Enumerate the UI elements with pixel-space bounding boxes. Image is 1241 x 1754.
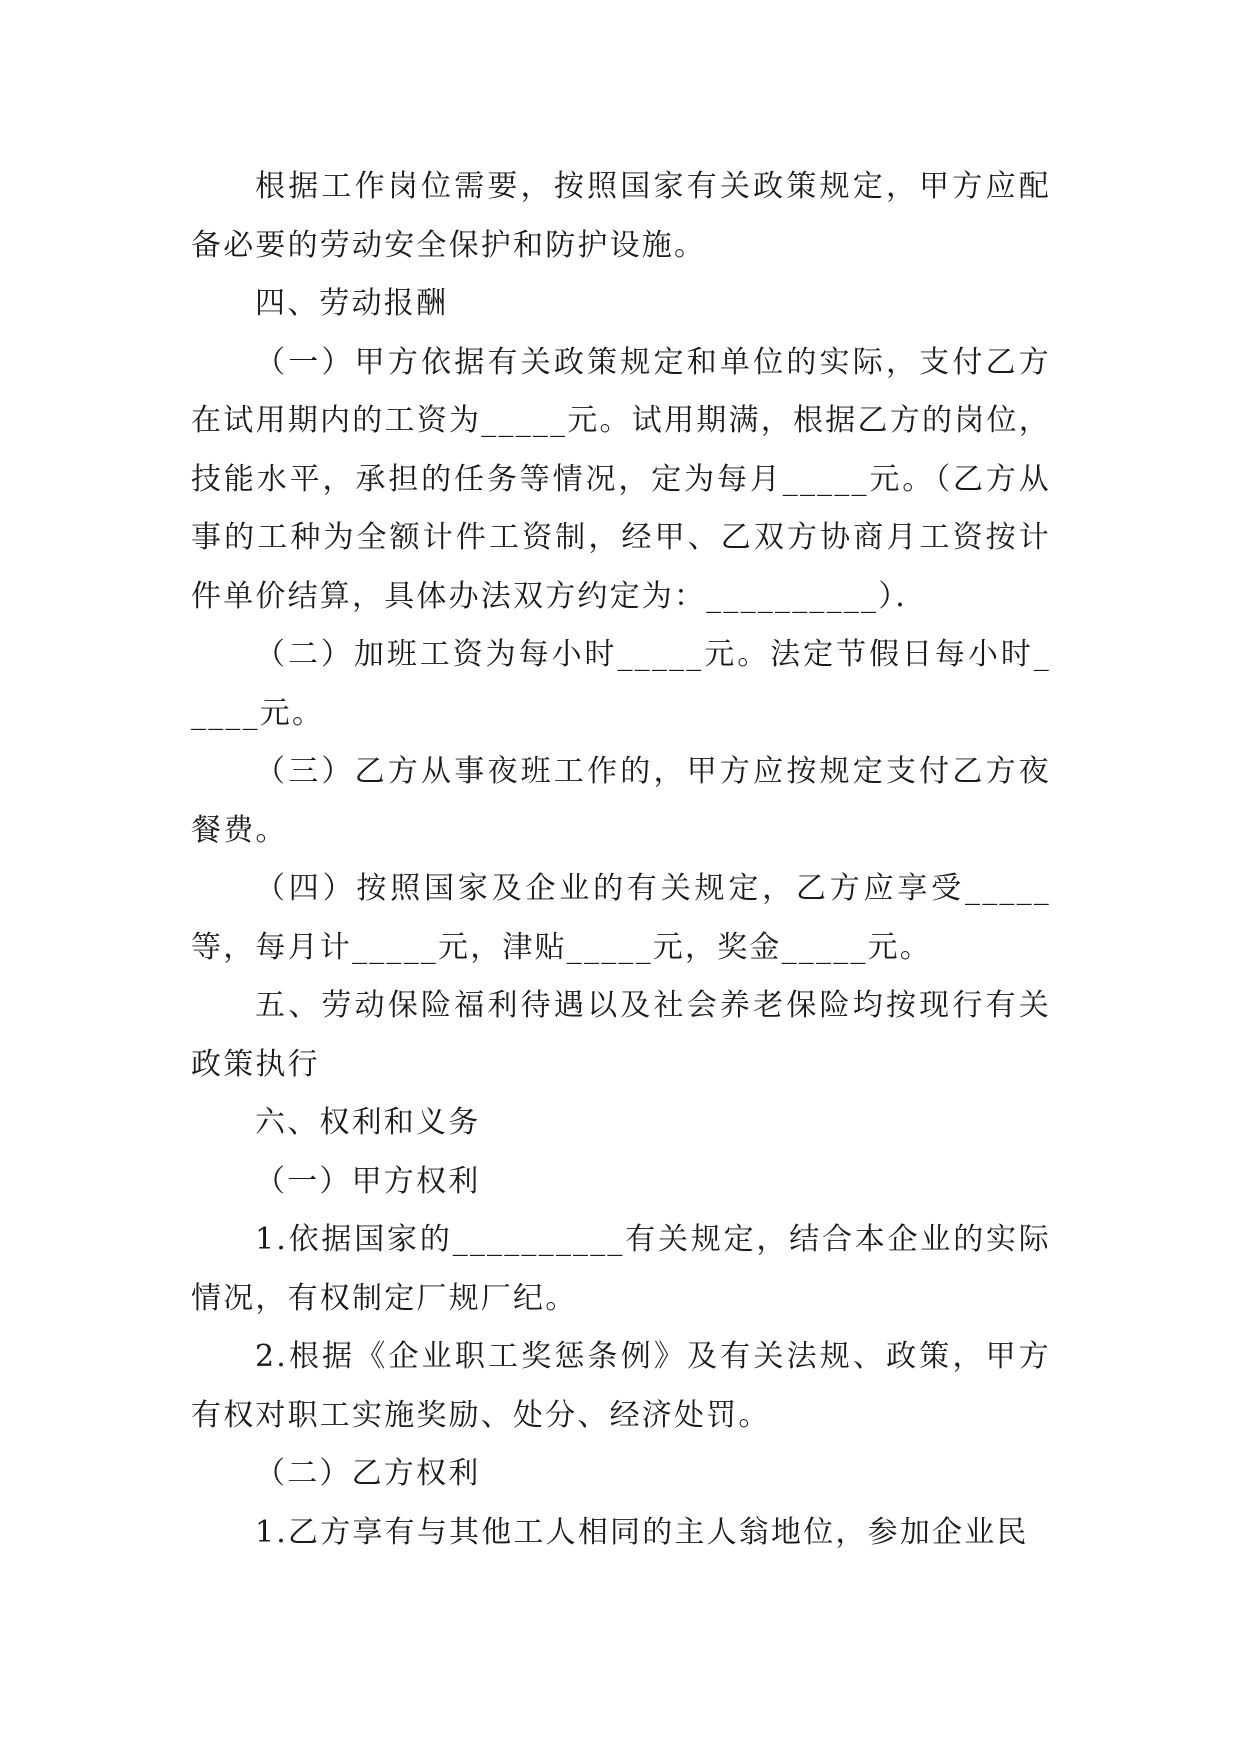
subheading-party-b-rights: （二）乙方权利 xyxy=(255,1456,481,1491)
paragraph-party-a-right-2: 2.根据《企业职工奖惩条例》及有关法规、政策，甲方有权对职工实施奖励、处分、经济处罚。 xyxy=(191,1339,1051,1433)
paragraph-safety-equipment: 根据工作岗位需要，按照国家有关政策规定，甲方应配备必要的劳动安全保护和防护设施。 xyxy=(191,169,1051,263)
paragraph-remuneration-4: （四）按照国家及企业的有关规定，乙方应享受_____等，每月计_____元，津贴_____元，奖金_____元。 xyxy=(191,871,1051,965)
document-body xyxy=(191,158,1051,1562)
paragraph-remuneration-2: （二）加班工资为每小时_____元。法定节假日每小时_____元。 xyxy=(191,637,1051,731)
section-heading-rights-obligations: 六、权利和义务 xyxy=(255,1105,481,1140)
paragraph-remuneration-3: （三）乙方从事夜班工作的，甲方应按规定支付乙方夜餐费。 xyxy=(191,754,1051,848)
paragraph-remuneration-1: （一）甲方依据有关政策规定和单位的实际，支付乙方在试用期内的工资为_____元。试用期满，根据乙方的岗位，技能水平，承担的任务等情况，定为每月_____元。（乙方从事的工种为全额计件工资制，经甲、乙双方协商月工资按计件单价结算，具体办法双方约定为：__________）． xyxy=(191,344,1051,614)
paragraph-party-b-right-1: 1.乙方享有与其他工人相同的主人翁地位，参加企业民 xyxy=(255,1514,1029,1550)
section-heading-labor-remuneration: 四、劳动报酬 xyxy=(255,286,449,321)
section-heading-insurance-welfare: 五、劳动保险福利待遇以及社会养老保险均按现行有关政策执行 xyxy=(191,988,1051,1082)
paragraph-party-a-right-1: 1.依据国家的__________有关规定，结合本企业的实际情况，有权制定厂规厂纪。 xyxy=(191,1222,1051,1316)
subheading-party-a-rights: （一）甲方权利 xyxy=(255,1163,481,1199)
